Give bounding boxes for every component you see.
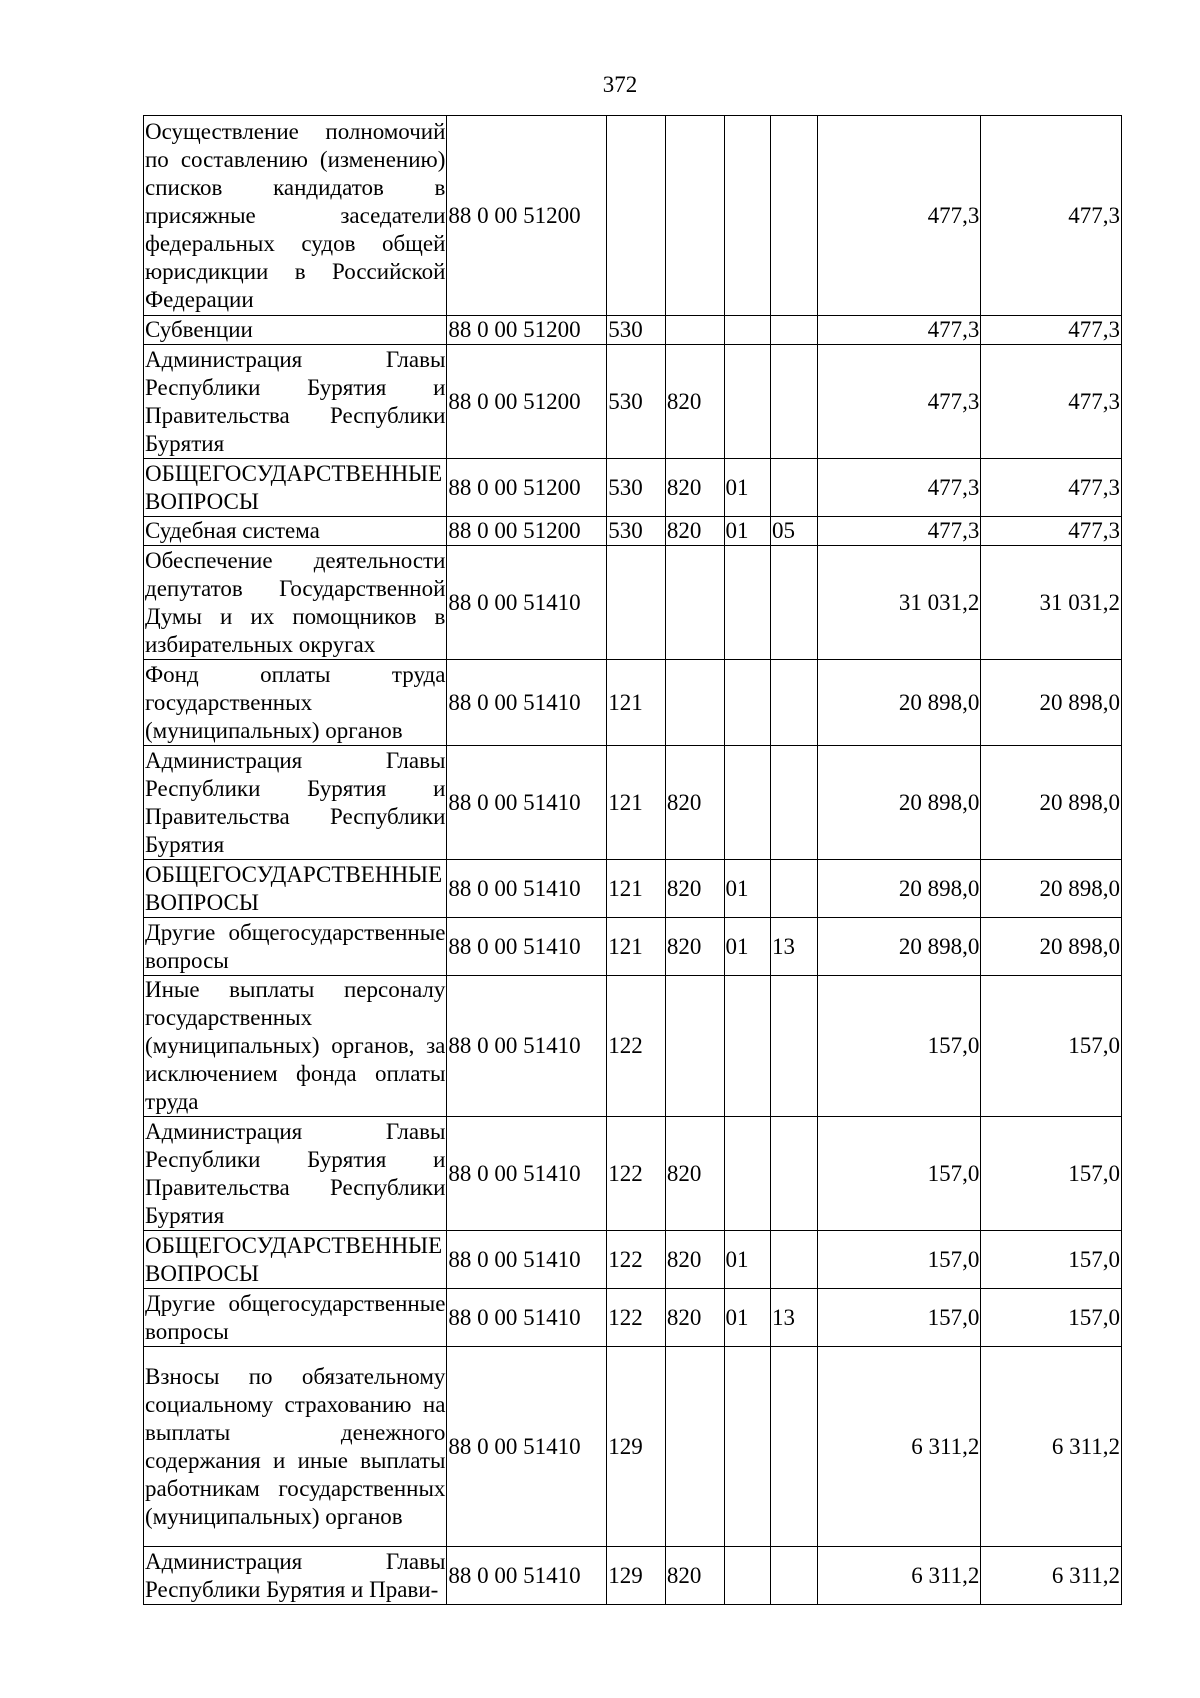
table-row <box>144 116 1122 316</box>
table-row <box>144 660 1122 746</box>
subsection-code <box>771 345 818 459</box>
amount-2: 6 311,2 <box>981 1347 1122 1547</box>
section-code: 01 <box>724 1289 771 1347</box>
admin-code <box>665 660 724 746</box>
subsection-code <box>771 976 818 1117</box>
amount-2: 477,3 <box>981 459 1122 517</box>
section-code <box>724 1547 771 1605</box>
expense-type: 129 <box>607 1347 666 1547</box>
section-code: 01 <box>724 517 771 546</box>
subsection-code <box>771 546 818 660</box>
expense-type: 122 <box>607 1117 666 1231</box>
admin-code: 820 <box>665 1117 724 1231</box>
expense-type: 129 <box>607 1547 666 1605</box>
amount-1: 6 311,2 <box>817 1347 981 1547</box>
section-code <box>724 976 771 1117</box>
amount-2: 477,3 <box>981 517 1122 546</box>
target-code: 88 0 00 51410 <box>447 746 607 860</box>
subsection-code <box>771 1547 818 1605</box>
amount-1: 20 898,0 <box>817 660 981 746</box>
target-code: 88 0 00 51410 <box>447 918 607 976</box>
expense-type: 530 <box>607 459 666 517</box>
admin-code: 820 <box>665 345 724 459</box>
budget-table <box>143 115 1122 1605</box>
row-name: Субвенции <box>144 316 447 345</box>
admin-code: 820 <box>665 746 724 860</box>
row-name: Осуществление полномочий по составлению (изменению) списков кандидатов в присяжные заседатели федеральных судов общей юрисдикции в Российской Федерации <box>144 116 447 316</box>
section-code: 01 <box>724 459 771 517</box>
subsection-code <box>771 459 818 517</box>
target-code: 88 0 00 51410 <box>447 860 607 918</box>
target-code: 88 0 00 51200 <box>447 116 607 316</box>
amount-2: 477,3 <box>981 116 1122 316</box>
subsection-code <box>771 660 818 746</box>
amount-1: 477,3 <box>817 316 981 345</box>
amount-1: 477,3 <box>817 345 981 459</box>
amount-1: 157,0 <box>817 1117 981 1231</box>
expense-type <box>607 116 666 316</box>
admin-code: 820 <box>665 1231 724 1289</box>
amount-2: 477,3 <box>981 316 1122 345</box>
target-code: 88 0 00 51200 <box>447 316 607 345</box>
amount-1: 20 898,0 <box>817 860 981 918</box>
target-code: 88 0 00 51410 <box>447 546 607 660</box>
subsection-code <box>771 116 818 316</box>
admin-code: 820 <box>665 860 724 918</box>
row-name: ОБЩЕГОСУДАРСТВЕННЫЕ ВОПРОСЫ <box>144 459 447 517</box>
amount-2: 20 898,0 <box>981 918 1122 976</box>
amount-2: 20 898,0 <box>981 746 1122 860</box>
amount-1: 477,3 <box>817 517 981 546</box>
table-row <box>144 1547 1122 1605</box>
subsection-code <box>771 860 818 918</box>
row-name: Администрация Главы Республики Бурятия и Прави- <box>144 1547 447 1605</box>
expense-type: 530 <box>607 345 666 459</box>
row-name: Иные выплаты персоналу государственных (муниципальных) органов, за исключением фонда оплаты труда <box>144 976 447 1117</box>
target-code: 88 0 00 51410 <box>447 1117 607 1231</box>
section-code <box>724 1347 771 1547</box>
amount-2: 157,0 <box>981 1289 1122 1347</box>
subsection-code <box>771 316 818 345</box>
admin-code: 820 <box>665 517 724 546</box>
subsection-code: 05 <box>771 517 818 546</box>
admin-code <box>665 116 724 316</box>
amount-1: 157,0 <box>817 1231 981 1289</box>
table-row <box>144 546 1122 660</box>
amount-2: 20 898,0 <box>981 860 1122 918</box>
target-code: 88 0 00 51410 <box>447 660 607 746</box>
table-row <box>144 1231 1122 1289</box>
row-name: Администрация Главы Республики Бурятия и Правительства Республики Бурятия <box>144 1117 447 1231</box>
section-code: 01 <box>724 860 771 918</box>
section-code <box>724 116 771 316</box>
target-code: 88 0 00 51410 <box>447 1289 607 1347</box>
amount-1: 20 898,0 <box>817 746 981 860</box>
amount-1: 157,0 <box>817 1289 981 1347</box>
subsection-code: 13 <box>771 1289 818 1347</box>
table-row <box>144 1289 1122 1347</box>
section-code <box>724 746 771 860</box>
target-code: 88 0 00 51200 <box>447 345 607 459</box>
admin-code: 820 <box>665 918 724 976</box>
table-row <box>144 976 1122 1117</box>
amount-2: 20 898,0 <box>981 660 1122 746</box>
section-code <box>724 345 771 459</box>
expense-type: 530 <box>607 517 666 546</box>
expense-type: 122 <box>607 1289 666 1347</box>
subsection-code <box>771 1117 818 1231</box>
table-row <box>144 1347 1122 1547</box>
amount-1: 477,3 <box>817 116 981 316</box>
table-row <box>144 746 1122 860</box>
table-row <box>144 860 1122 918</box>
table-row <box>144 1117 1122 1231</box>
admin-code <box>665 316 724 345</box>
expense-type: 121 <box>607 660 666 746</box>
amount-2: 6 311,2 <box>981 1547 1122 1605</box>
table-row <box>144 918 1122 976</box>
expense-type <box>607 546 666 660</box>
row-name: Другие общегосударственные вопросы <box>144 918 447 976</box>
section-code: 01 <box>724 1231 771 1289</box>
section-code <box>724 316 771 345</box>
row-name: Администрация Главы Республики Бурятия и Правительства Республики Бурятия <box>144 345 447 459</box>
expense-type: 121 <box>607 918 666 976</box>
subsection-code <box>771 1347 818 1547</box>
admin-code <box>665 976 724 1117</box>
expense-type: 122 <box>607 1231 666 1289</box>
row-name: Обеспечение деятельности депутатов Государственной Думы и их помощников в избирательных округах <box>144 546 447 660</box>
target-code: 88 0 00 51410 <box>447 1347 607 1547</box>
row-name: ОБЩЕГОСУДАРСТВЕННЫЕ ВОПРОСЫ <box>144 1231 447 1289</box>
admin-code: 820 <box>665 459 724 517</box>
admin-code: 820 <box>665 1289 724 1347</box>
table-row <box>144 316 1122 345</box>
amount-1: 477,3 <box>817 459 981 517</box>
amount-1: 6 311,2 <box>817 1547 981 1605</box>
expense-type: 530 <box>607 316 666 345</box>
expense-type: 121 <box>607 746 666 860</box>
admin-code <box>665 1347 724 1547</box>
target-code: 88 0 00 51200 <box>447 459 607 517</box>
section-code <box>724 660 771 746</box>
table-row <box>144 345 1122 459</box>
admin-code: 820 <box>665 1547 724 1605</box>
expense-type: 121 <box>607 860 666 918</box>
row-name: Судебная система <box>144 517 447 546</box>
target-code: 88 0 00 51410 <box>447 976 607 1117</box>
admin-code <box>665 546 724 660</box>
section-code: 01 <box>724 918 771 976</box>
row-name: Взносы по обязательному социальному страхованию на выплаты денежного содержания и иные выплаты работникам государственных (муниципальных) органов <box>144 1347 447 1547</box>
amount-2: 157,0 <box>981 1117 1122 1231</box>
target-code: 88 0 00 51410 <box>447 1231 607 1289</box>
amount-2: 31 031,2 <box>981 546 1122 660</box>
amount-2: 157,0 <box>981 976 1122 1117</box>
page-number: 372 <box>602 72 638 97</box>
section-code <box>724 1117 771 1231</box>
table-row <box>144 459 1122 517</box>
amount-2: 477,3 <box>981 345 1122 459</box>
amount-1: 20 898,0 <box>817 918 981 976</box>
row-name: Администрация Главы Республики Бурятия и Правительства Республики Бурятия <box>144 746 447 860</box>
target-code: 88 0 00 51200 <box>447 517 607 546</box>
target-code: 88 0 00 51410 <box>447 1547 607 1605</box>
amount-1: 157,0 <box>817 976 981 1117</box>
subsection-code: 13 <box>771 918 818 976</box>
amount-1: 31 031,2 <box>817 546 981 660</box>
subsection-code <box>771 746 818 860</box>
subsection-code <box>771 1231 818 1289</box>
expense-type: 122 <box>607 976 666 1117</box>
section-code <box>724 546 771 660</box>
table-row <box>144 517 1122 546</box>
row-name: Другие общегосударственные вопросы <box>144 1289 447 1347</box>
row-name: ОБЩЕГОСУДАРСТВЕННЫЕ ВОПРОСЫ <box>144 860 447 918</box>
row-name: Фонд оплаты труда государственных (муниципальных) органов <box>144 660 447 746</box>
amount-2: 157,0 <box>981 1231 1122 1289</box>
